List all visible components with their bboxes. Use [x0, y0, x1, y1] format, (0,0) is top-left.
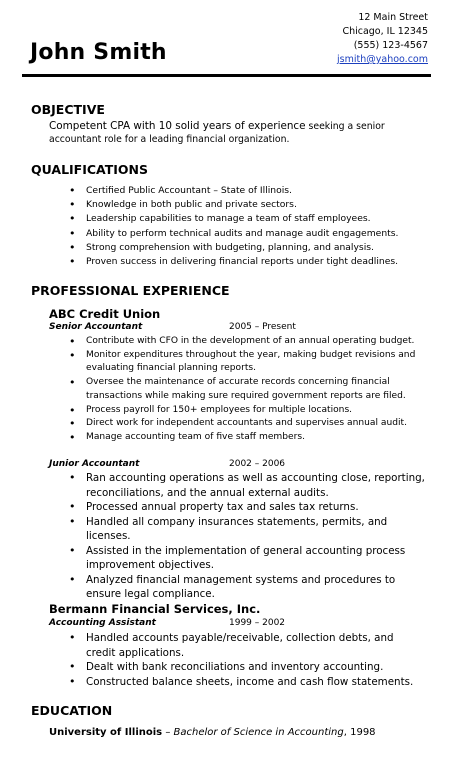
job-duties-list	[66, 471, 426, 602]
list-item: • Leadership capabilities to manage a team of staff employees.	[66, 212, 436, 226]
address-line: 12 Main Street	[358, 12, 428, 23]
candidate-name: John Smith	[30, 40, 167, 65]
job-dates: 1999 – 2002	[229, 618, 286, 628]
education-heading: EDUCATION	[31, 703, 113, 718]
list-item: • Oversee the maintenance of accurate records concerning financial transactions while making sure required government reports are filed.	[66, 376, 426, 403]
list-item: • Ability to perform technical audits and manage audit engagements.	[66, 227, 436, 241]
header-divider	[22, 74, 431, 77]
list-item: • Contribute with CFO in the development of an annual operating budget.	[66, 335, 426, 349]
list-item: • Knowledge in both public and private sectors.	[66, 198, 436, 212]
list-item: • Assisted in the implementation of general accounting process improvement objectives.	[66, 544, 426, 573]
city-line: Chicago, IL 12345	[342, 26, 428, 37]
job-title: Junior Accountant	[49, 459, 140, 469]
job-duties-list	[66, 335, 426, 445]
list-item: • Direct work for independent accountants and supervises annual audit.	[66, 417, 426, 431]
company-name: ABC Credit Union	[49, 307, 161, 321]
qualifications-list	[66, 184, 436, 269]
list-item: • Handled accounts payable/receivable, collection debts, and credit applications.	[66, 631, 426, 660]
graduation-year: , 1998	[343, 727, 376, 738]
job-dates: 2002 – 2006	[229, 459, 286, 469]
degree-name: Bachelor of Science in Accounting	[173, 727, 344, 738]
qualifications-heading: QUALIFICATIONS	[31, 162, 149, 177]
list-item: • Processed annual property tax and sales tax returns.	[66, 500, 426, 515]
job-title: Accounting Assistant	[49, 618, 156, 628]
objective-text	[49, 120, 429, 146]
job-dates: 2005 – Present	[229, 322, 296, 332]
job-duties-list	[66, 631, 426, 689]
list-item: • Monitor expenditures throughout the year, making budget revisions and evaluating financial planning reports.	[66, 349, 426, 376]
list-item: • Proven success in delivering financial reports under tight deadlines.	[66, 255, 436, 269]
list-item: • Certified Public Accountant – State of Illinois.	[66, 184, 436, 198]
list-item: • Strong comprehension with budgeting, planning, and analysis.	[66, 241, 436, 255]
contact-block	[337, 11, 428, 67]
company-name: Bermann Financial Services, Inc.	[49, 602, 261, 616]
objective-heading: OBJECTIVE	[31, 102, 105, 117]
job-title: Senior Accountant	[49, 322, 143, 332]
list-item: • Ran accounting operations as well as accounting close, reporting, reconciliations, and the annual external audits.	[66, 471, 426, 500]
list-item: • Process payroll for 150+ employees for multiple locations.	[66, 404, 426, 418]
objective-text-part2: seeking a senior accountant role for a leading financial organization.	[49, 121, 385, 145]
phone-line: (555) 123-4567	[353, 40, 428, 51]
objective-text-part1: Competent CPA with 10 solid years of experience	[49, 120, 306, 132]
education-separator: –	[162, 727, 174, 738]
list-item: • Handled all company insurances statements, permits, and licenses.	[66, 515, 426, 544]
list-item: • Manage accounting team of five staff members.	[66, 431, 426, 445]
list-item: • Dealt with bank reconciliations and inventory accounting.	[66, 660, 426, 675]
list-item: • Constructed balance sheets, income and cash flow statements.	[66, 675, 426, 690]
list-item: • Analyzed financial management systems and procedures to ensure legal compliance.	[66, 573, 426, 602]
school-name: University of Illinois	[49, 727, 163, 738]
education-entry	[49, 727, 376, 738]
email-link[interactable]: jsmith@yahoo.com	[337, 54, 428, 65]
experience-heading: PROFESSIONAL EXPERIENCE	[31, 283, 230, 298]
